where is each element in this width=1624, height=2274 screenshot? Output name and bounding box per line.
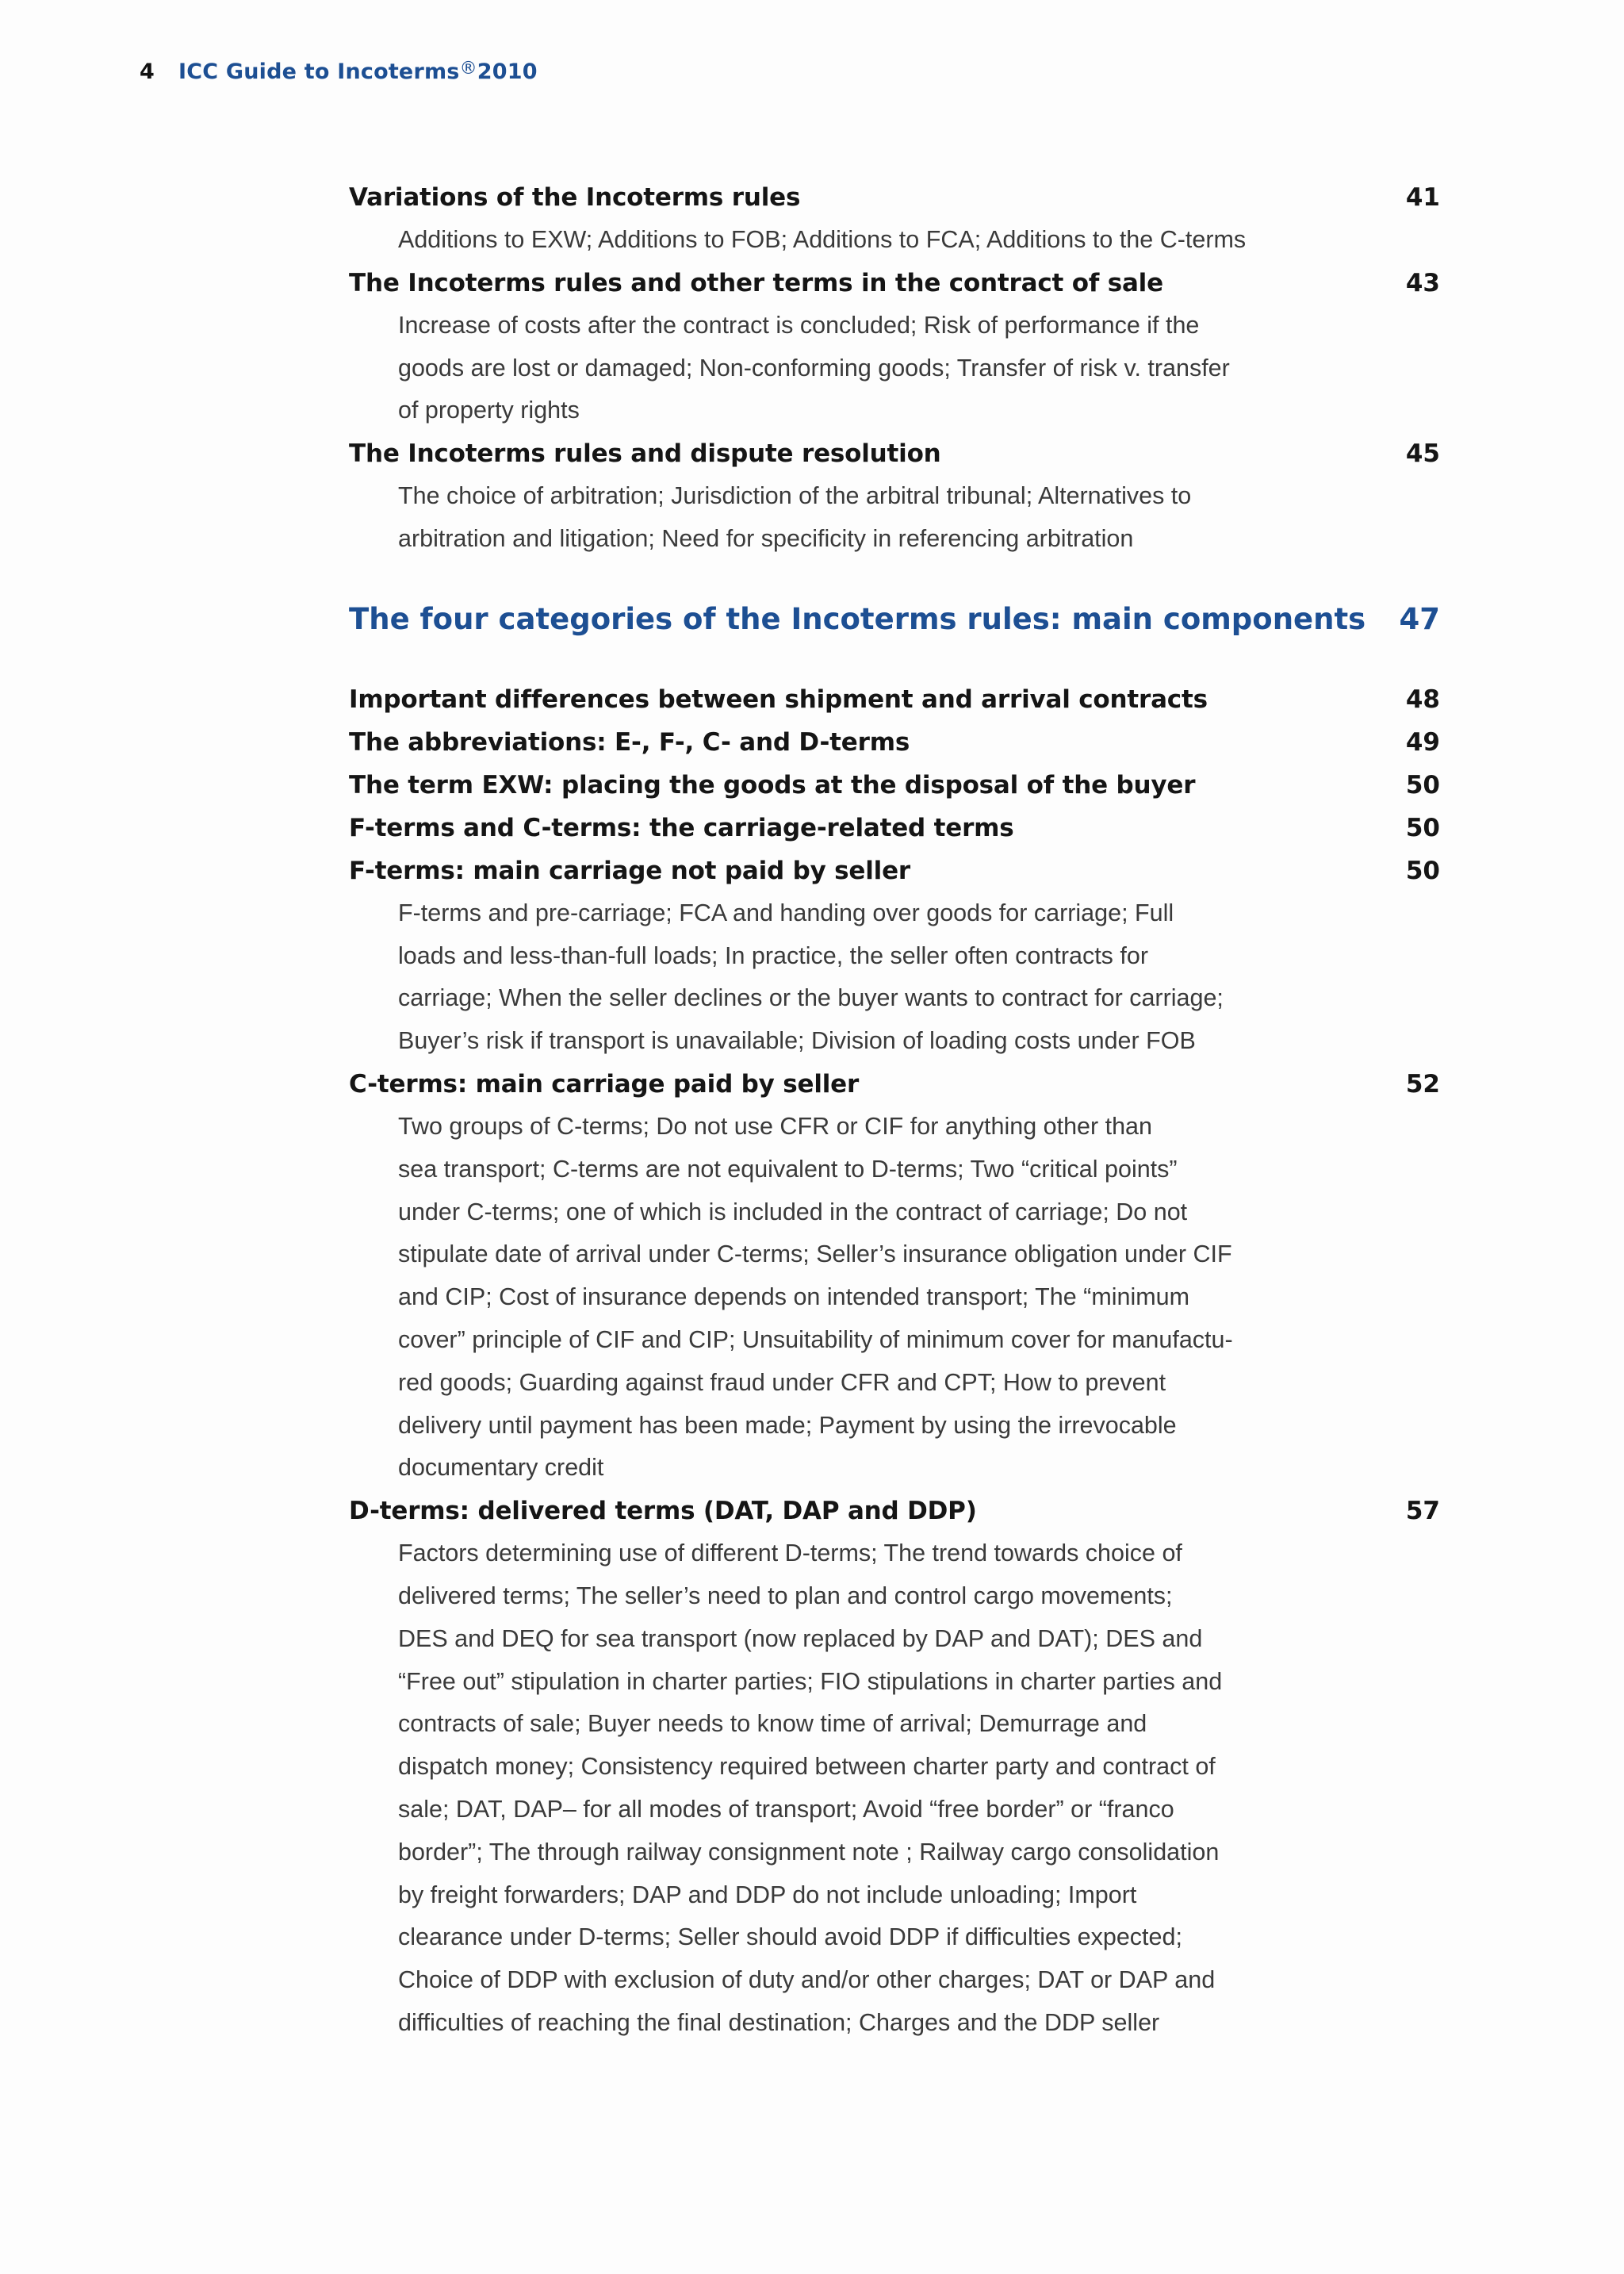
- description-line: clearance under D-terms; Seller should avoid DDP if difficulties expected;: [398, 1923, 1182, 1951]
- description-line: documentary credit: [398, 1454, 604, 1482]
- toc-entry-page: 43: [1405, 268, 1440, 297]
- toc-entry[interactable]: [349, 262, 1440, 305]
- description-line: Two groups of C-terms; Do not use CFR or CIF for anything other than: [398, 1112, 1152, 1140]
- description-line: F-terms and pre-carriage; FCA and handing over goods for carriage; Full: [398, 899, 1174, 926]
- toc-entry-title: D-terms: delivered terms (DAT, DAP and DDP): [349, 1497, 977, 1526]
- toc-entry[interactable]: [349, 849, 1440, 892]
- toc-entry-page: 50: [1405, 813, 1440, 842]
- toc-entry-title: The Incoterms rules and dispute resolution: [349, 439, 941, 469]
- toc-entry-description: [349, 219, 1247, 262]
- description-line: The choice of arbitration; Jurisdiction of the arbitral tribunal; Alternatives to: [398, 482, 1192, 510]
- toc-entry-page: 50: [1405, 856, 1440, 885]
- description-line: goods are lost or damaged; Non-conforming goods; Transfer of risk v. transfer: [398, 354, 1230, 382]
- toc-entry-title: C-terms: main carriage paid by seller: [349, 1069, 860, 1099]
- toc-entry-page: 49: [1405, 727, 1440, 757]
- description-line: and CIP; Cost of insurance depends on intended transport; The “minimum: [398, 1283, 1190, 1311]
- toc-entry-title: The Incoterms rules and other terms in the contract of sale: [349, 268, 1163, 297]
- page-number: 4: [140, 59, 155, 84]
- book-year: 2010: [477, 59, 538, 84]
- table-of-contents: [349, 176, 1440, 2045]
- toc-entry-title: F-terms and C-terms: the carriage-related terms: [349, 813, 1014, 842]
- description-line: border”; The through railway consignment note ; Railway cargo consolidation: [398, 1838, 1220, 1866]
- toc-entry-page: 57: [1405, 1497, 1440, 1526]
- description-line: Buyer’s risk if transport is unavailable; Division of loading costs under FOB: [398, 1027, 1196, 1055]
- description-line: DES and DEQ for sea transport (now replaced by DAP and DAT); DES and: [398, 1624, 1203, 1652]
- toc-entry-page: 50: [1405, 770, 1440, 800]
- description-line: cover” principle of CIF and CIP; Unsuitability of minimum cover for manufactu-: [398, 1325, 1233, 1353]
- description-line: under C-terms; one of which is included in the contract of carriage; Do not: [398, 1198, 1188, 1225]
- description-line: difficulties of reaching the final destination; Charges and the DDP seller: [398, 2008, 1160, 2036]
- toc-entry-title: The abbreviations: E-, F-, C- and D-terms: [349, 727, 910, 757]
- toc-entry[interactable]: [349, 764, 1440, 807]
- description-line: Increase of costs after the contract is concluded; Risk of performance if the: [398, 311, 1200, 339]
- registered-mark: ®: [459, 59, 477, 79]
- toc-chapter-heading[interactable]: [349, 596, 1440, 643]
- toc-entry-page: 45: [1405, 439, 1440, 469]
- toc-entry-description: [349, 1106, 1239, 1490]
- description-line: “Free out” stipulation in charter parties; FIO stipulations in charter parties and: [398, 1667, 1223, 1695]
- toc-entry-title: Important differences between shipment and arrival contracts: [349, 685, 1208, 714]
- description-line: stipulate date of arrival under C-terms; Seller’s insurance obligation under CIF: [398, 1241, 1232, 1268]
- toc-entry-description: [349, 1532, 1239, 2045]
- description-line: Factors determining use of different D-terms; The trend towards choice of: [398, 1540, 1182, 1567]
- description-line: Additions to EXW; Additions to FOB; Additions to FCA; Additions to the C-terms: [398, 226, 1247, 253]
- description-line: of property rights: [398, 397, 580, 424]
- toc-entry[interactable]: [349, 721, 1440, 764]
- toc-entry[interactable]: [349, 1490, 1440, 1532]
- toc-entry-page: 41: [1405, 183, 1440, 212]
- toc-entry[interactable]: [349, 678, 1440, 721]
- toc-entry[interactable]: [349, 807, 1440, 849]
- toc-entry-description: [349, 475, 1239, 561]
- description-line: sale; DAT, DAP– for all modes of transport; Avoid “free border” or “franco: [398, 1795, 1174, 1823]
- description-line: by freight forwarders; DAP and DDP do not include unloading; Import: [398, 1881, 1137, 1908]
- toc-entry[interactable]: [349, 176, 1440, 219]
- book-title: ICC Guide to Incoterms: [178, 59, 460, 84]
- description-line: carriage; When the seller declines or the buyer wants to contract for carriage;: [398, 984, 1224, 1012]
- description-line: red goods; Guarding against fraud under CFR and CPT; How to prevent: [398, 1368, 1166, 1396]
- description-line: dispatch money; Consistency required between charter party and contract of: [398, 1753, 1216, 1781]
- toc-entry-title: The term EXW: placing the goods at the disposal of the buyer: [349, 770, 1196, 800]
- description-line: sea transport; C-terms are not equivalent to D-terms; Two “critical points”: [398, 1155, 1178, 1183]
- toc-entry-page: 48: [1405, 685, 1440, 714]
- toc-chapter-page: 47: [1399, 601, 1440, 636]
- toc-entry-title: F-terms: main carriage not paid by seller: [349, 856, 911, 885]
- description-line: Choice of DDP with exclusion of duty and/or other charges; DAT or DAP and: [398, 1966, 1216, 1994]
- toc-chapter-title: The four categories of the Incoterms rules: main components: [349, 601, 1366, 636]
- description-line: delivered terms; The seller’s need to plan and control cargo movements;: [398, 1582, 1173, 1609]
- description-line: contracts of sale; Buyer needs to know time of arrival; Demurrage and: [398, 1710, 1147, 1738]
- toc-entry-title: Variations of the Incoterms rules: [349, 183, 801, 212]
- toc-entry[interactable]: [349, 432, 1440, 475]
- toc-entry-description: [349, 305, 1239, 432]
- running-head: [140, 59, 538, 84]
- description-line: loads and less-than-full loads; In practice, the seller often contracts for: [398, 941, 1148, 969]
- toc-entry-page: 52: [1405, 1069, 1440, 1099]
- toc-entry-description: [349, 892, 1239, 1063]
- description-line: delivery until payment has been made; Payment by using the irrevocable: [398, 1411, 1177, 1439]
- description-line: arbitration and litigation; Need for specificity in referencing arbitration: [398, 524, 1134, 552]
- toc-entry[interactable]: [349, 1063, 1440, 1106]
